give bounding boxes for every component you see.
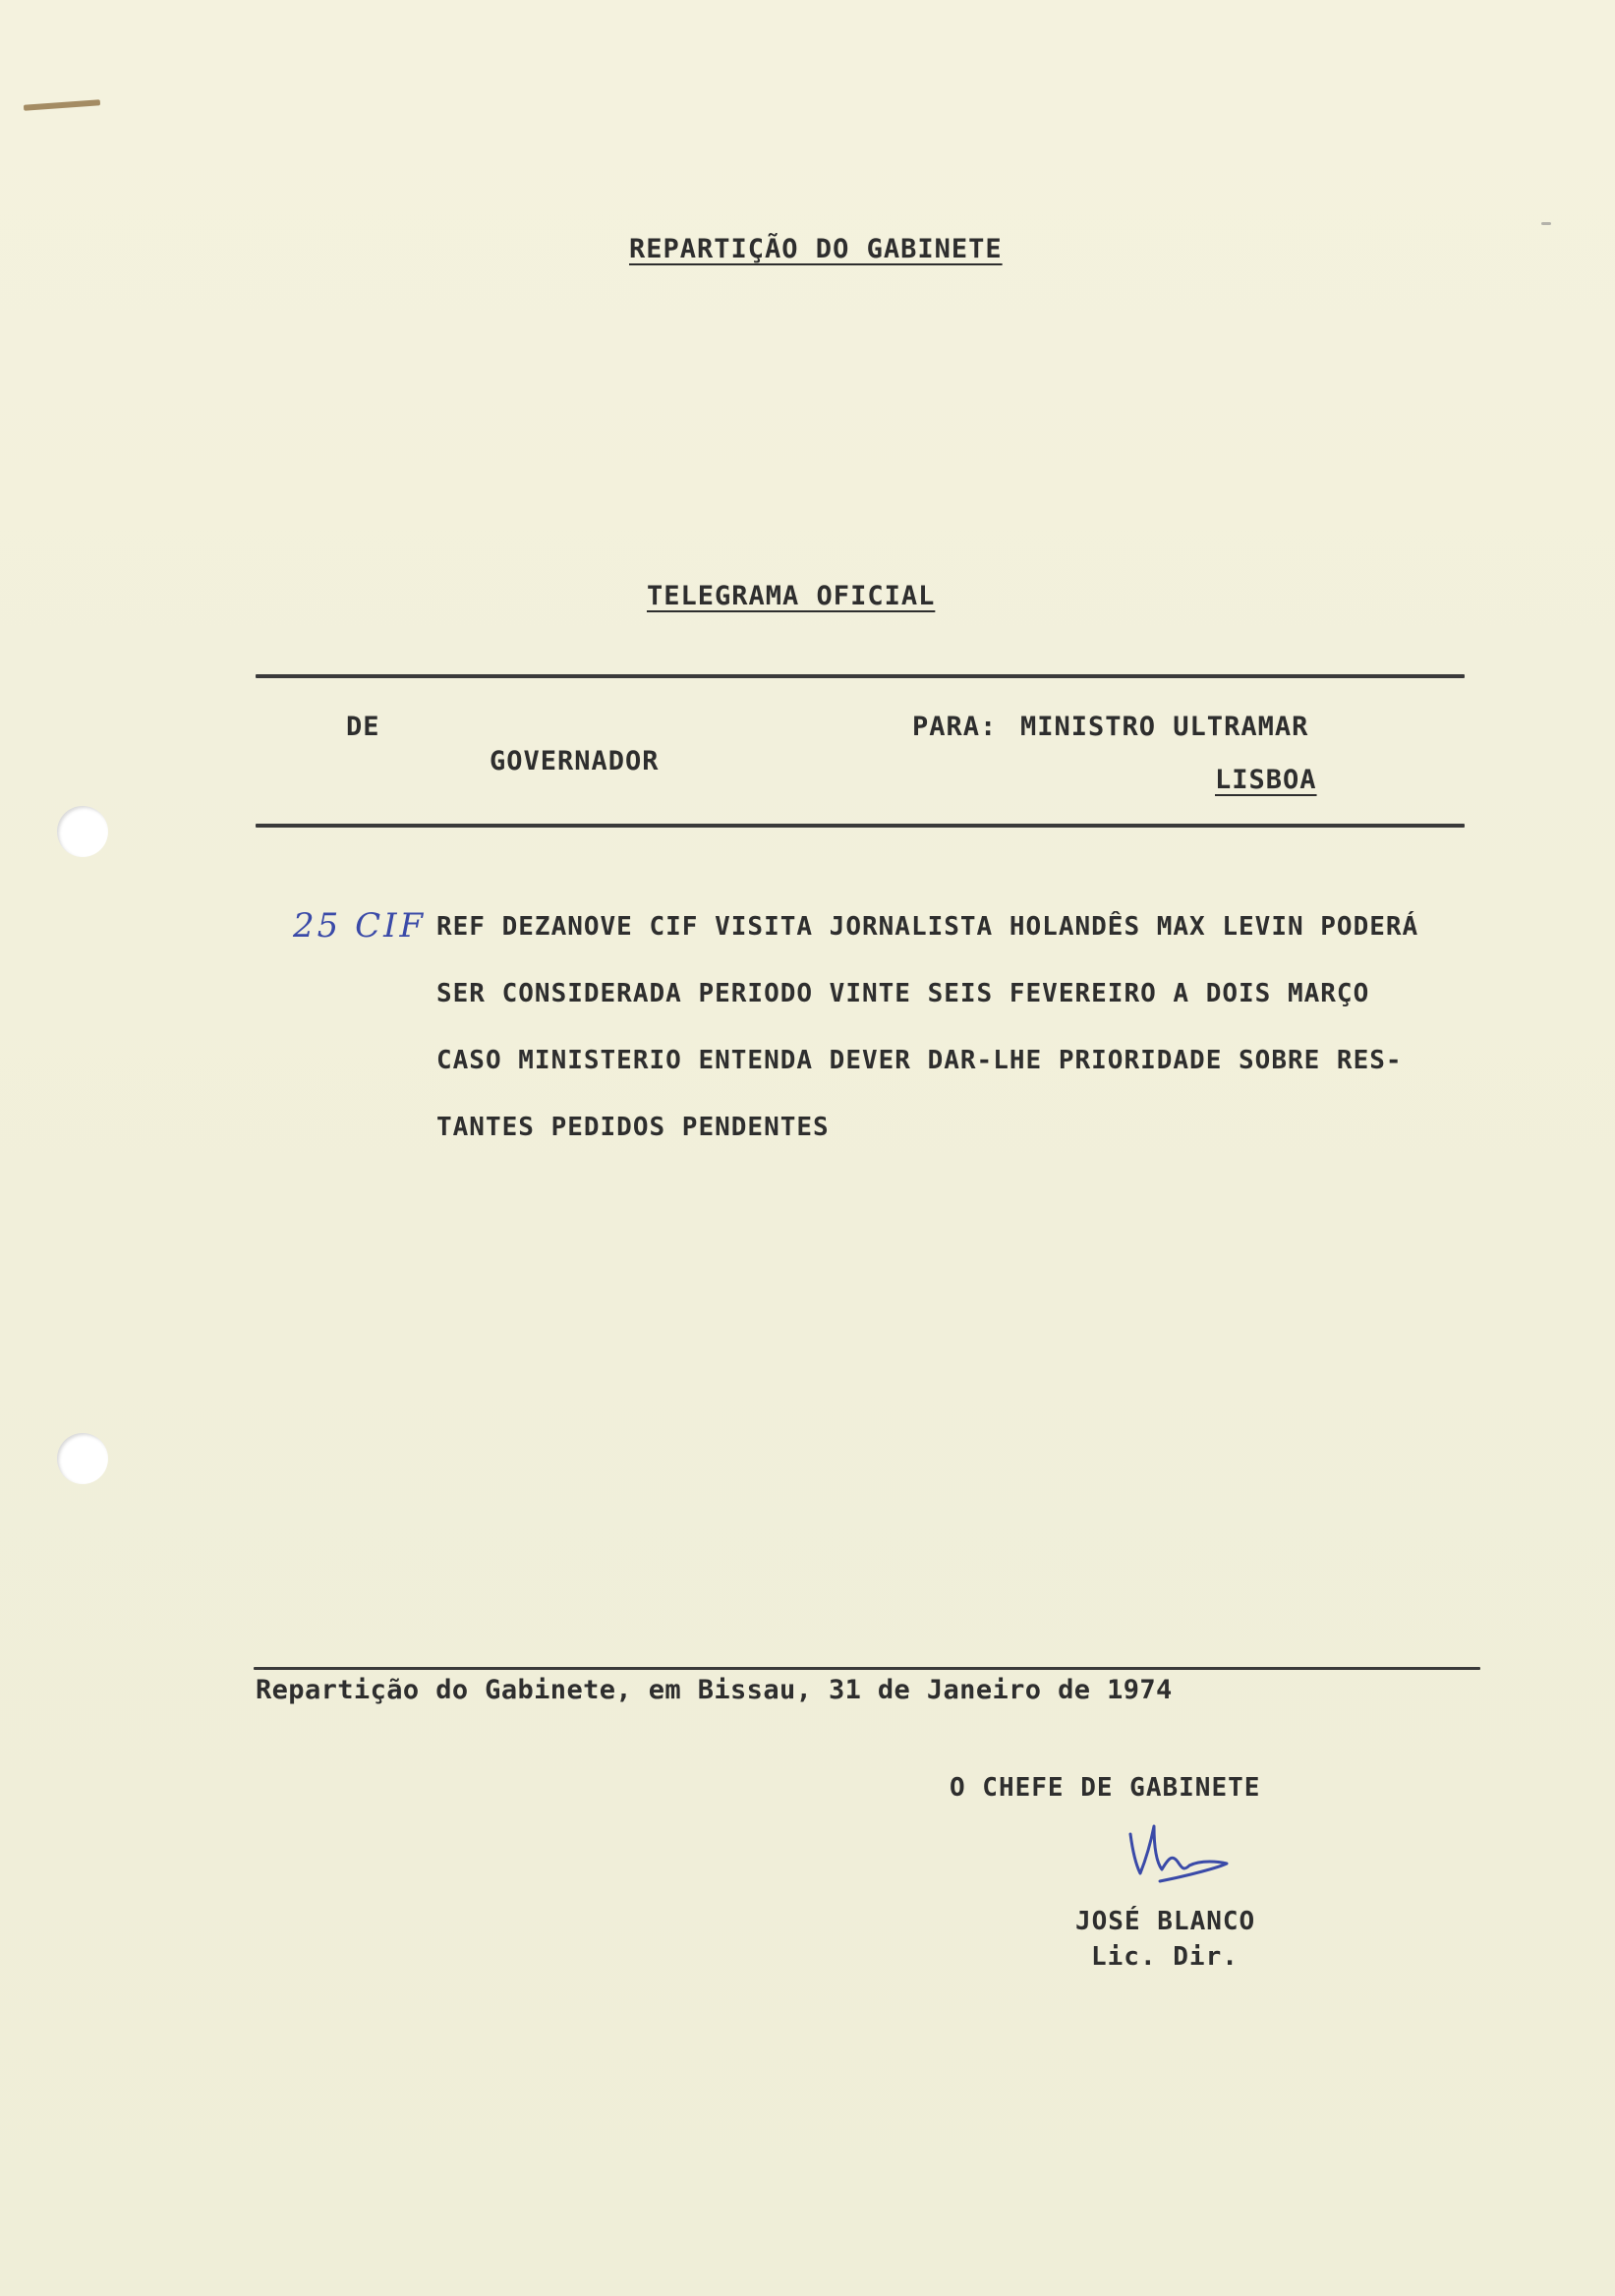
punch-hole (57, 1433, 108, 1484)
from-value: GOVERNADOR (490, 746, 660, 776)
signer-degree: Lic. Dir. (1091, 1942, 1239, 1972)
routing-top-rule (256, 674, 1465, 678)
footer-rule (254, 1667, 1480, 1670)
from-label: DE (346, 712, 380, 742)
department-heading: REPARTIÇÃO DO GABINETE (629, 234, 1003, 264)
signer-title: O CHEFE DE GABINETE (950, 1773, 1261, 1803)
signer-name: JOSÉ BLANCO (1075, 1907, 1256, 1936)
handwritten-reference: 25 CIF (293, 906, 427, 946)
to-city: LISBOA (1215, 765, 1317, 795)
punch-hole (57, 806, 108, 857)
message-line: TANTES PEDIDOS PENDENTES (436, 1113, 830, 1142)
to-label: PARA: (912, 712, 998, 742)
to-value: MINISTRO ULTRAMAR (1020, 712, 1309, 742)
message-line: REF DEZANOVE CIF VISITA JORNALISTA HOLANDÊS MAX LEVIN PODERÁ (436, 912, 1419, 942)
message-line: CASO MINISTERIO ENTENDA DEVER DAR-LHE PRIORIDADE SOBRE RES- (436, 1046, 1403, 1075)
handwritten-signature (1111, 1805, 1268, 1923)
place-and-date: Repartição do Gabinete, em Bissau, 31 de Janeiro de 1974 (256, 1675, 1173, 1705)
paper-mark (1541, 222, 1551, 225)
document-type-heading: TELEGRAMA OFICIAL (647, 581, 936, 611)
routing-bottom-rule (256, 824, 1465, 828)
paper-mark (24, 99, 100, 110)
message-line: SER CONSIDERADA PERIODO VINTE SEIS FEVEREIRO A DOIS MARÇO (436, 979, 1370, 1008)
